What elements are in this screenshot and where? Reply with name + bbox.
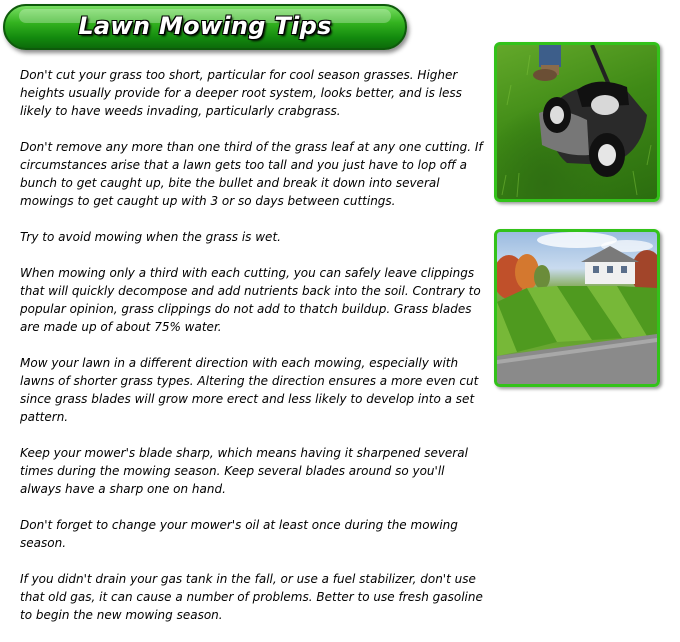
tip-paragraph: Don't remove any more than one third of the grass leaf at any one cutting. If circumstances arise that a lawn gets too tall and you just have to lop off a bunch to get caught up, bite the bullet and break it down into several mowings to get caught up with 3 or so days between cuttings.	[20, 140, 483, 208]
tip-paragraph: Keep your mower's blade sharp, which means having it sharpened several times during the mowing season. Keep several blades around so you'll always have a sharp one on hand.	[20, 446, 468, 496]
tip-paragraph: Don't forget to change your mower's oil at least once during the mowing season.	[20, 518, 458, 550]
tip-paragraph: Mow your lawn in a different direction with each mowing, especially with lawns of shorter grass types. Altering the direction ensures a more even cut since grass blades will grow more erect and less likely to develop into a set pattern.	[20, 356, 479, 424]
tip-paragraph: When mowing only a third with each cutting, you can safely leave clippings that will quickly decompose and add nutrients back into the soil. Contrary to popular opinion, grass clippings do not add to thatch buildup. Grass blades are made up of about 75% water.	[20, 266, 481, 334]
striped-lawn-illustration	[497, 232, 657, 384]
tips-list	[20, 66, 488, 642]
tip-paragraph: If you didn't drain your gas tank in the fall, or use a fuel stabilizer, don't use that old gas, it can cause a number of problems. Better to use fresh gasoline to begin the new mowing season.	[20, 572, 483, 622]
tip-paragraph: Try to avoid mowing when the grass is wet.	[20, 230, 281, 244]
lawn-mower-illustration	[497, 45, 657, 199]
page-title: Lawn Mowing Tips	[78, 12, 332, 40]
striped-lawn-photo	[494, 229, 660, 387]
tip-paragraph: Don't cut your grass too short, particular for cool season grasses. Higher heights usually provide for a deeper root system, looks better, and is less likely to have weeds invading, particularly crabgrass.	[20, 68, 462, 118]
lawn-mower-photo	[494, 42, 660, 202]
title-banner	[3, 4, 407, 50]
